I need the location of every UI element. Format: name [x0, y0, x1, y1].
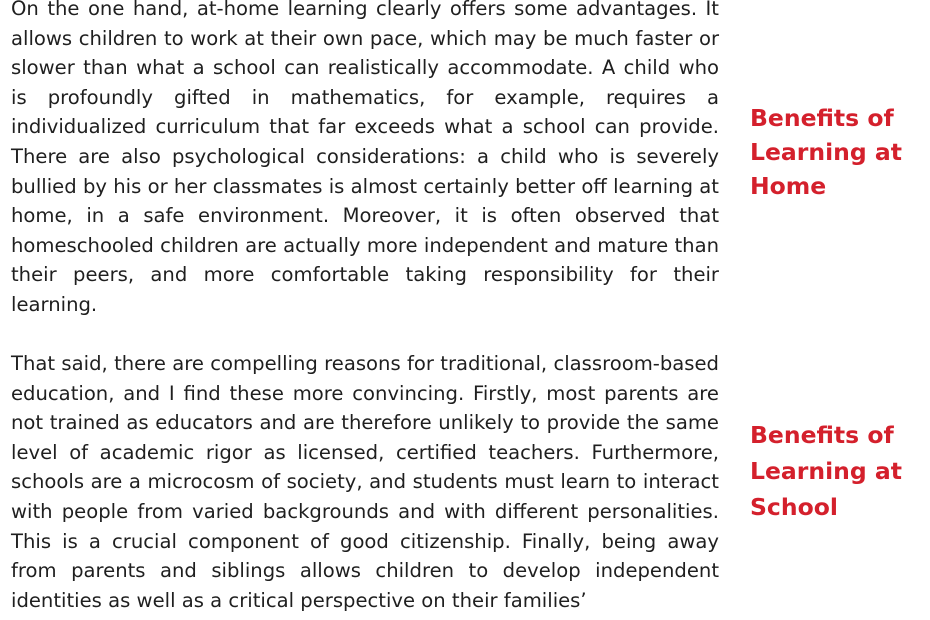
side-heading-benefits-home: Benefits of Learning at Home — [750, 104, 902, 200]
side-heading-benefits-school: Benefits of Learning at School — [750, 421, 902, 521]
paragraph-classroom-education-reasons: That said, there are compelling reasons for traditional, classroom-based education, and I find these more convincing. Firstly, most parents are not trained as educators and are therefore unlikely to provide the same level of academic rigor as licensed, certified teachers. Furthermore, schools are a microcosm of society, and students must learn to interact with people from varied backgrounds and with different personalities. This is a crucial component of good citizenship. Finally, being away from parents and siblings allows children to develop independent identities as well as a critical perspective on their families’ — [11, 352, 719, 612]
paragraph-home-learning-advantages: On the one hand, at-home learning clearly offers some advantages. It allows children to work at their own pace, which may be much faster or slower than what a school can realistically accommodate. A child who is profoundly gifted in mathematics, for example, requires a individualized curriculum that far exceeds what a school can provide. There are also psychological considerations: a child who is severely bullied by his or her classmates is almost certainly better off learning at home, in a safe environment. Moreover, it is often observed that homeschooled children are actually more independent and mature than their peers, and more comfortable taking responsibility for their learning. — [11, 0, 719, 316]
